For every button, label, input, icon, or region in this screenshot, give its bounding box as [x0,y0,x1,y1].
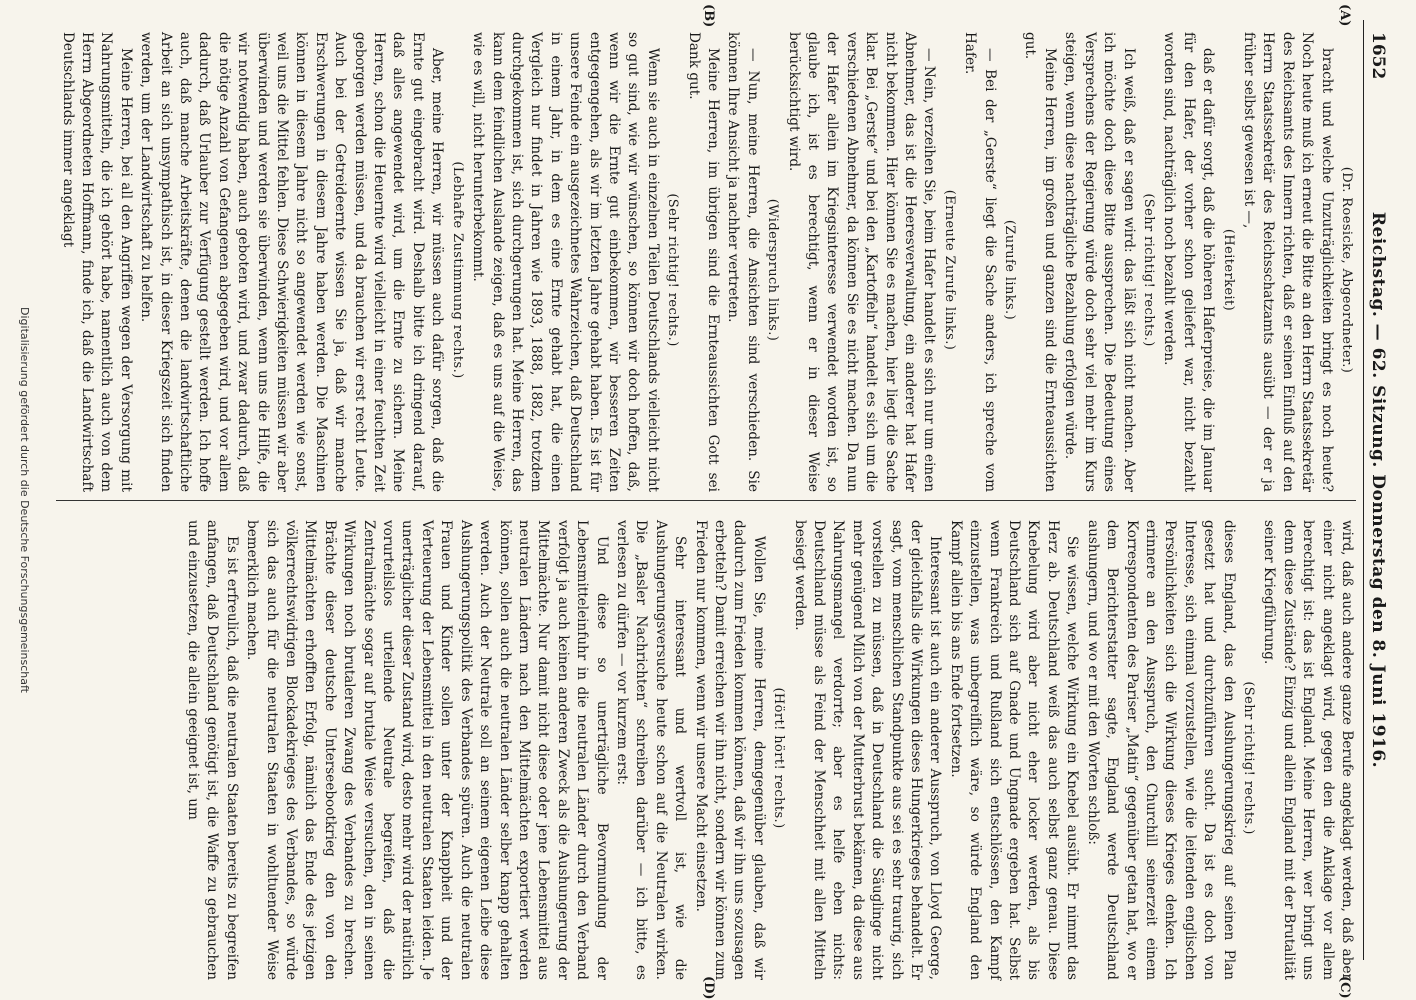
right-paragraph: wird, daß auch andere ganze Berufe angeklagt werden, daß aber einer nicht angeklagt wird, gegen den die Anklage vor allem berechtigt ist: das ist England. Meine Herren, wer bringt uns denn diese Zustände? Einzig und allein England mit der Brutalität seiner Kriegführung. [1261,520,1355,980]
left-interjection: (Heiterkeit) [1220,228,1236,312]
left-interjection: (Sehr richtig! rechts.) [665,193,681,347]
right-interjection: (Sehr richtig! rechts.) [1240,681,1256,835]
right-paragraph: Interessant ist auch ein anderer Ausspruch, von Lloyd George, der gleichfalls die Wirkungen dieses Hungerkrieges behandelt. Er sagt, vom menschlichen Standpunkte aus sei es sehr traurig, sich vorstellen zu müssen, daß in Deutschland die Säuglinge nicht mehr genügend Milch von der Mutterbrust bekämen, da diese aus Nahrungsmangel verdorrte; aber es helfe eben nichts: Deutschland müsse als Feind der Menschheit mit allen Mitteln besiegt werden. [791,520,944,980]
margin-marker-d: (D) [701,976,716,1000]
left-paragraph: Aber, meine Herren, wir müssen auch dafür sorgen, daß die Ernte gut eingebracht wird. Deshalb bitte ich dringend darauf, daß alles angewendet wird, um die Ernte zu sichern. Meine Herren, schon die Heuernte wird vielleicht in einer feuchten Zeit geborgen werden müssen, und da brauchen wir erst recht Leute. Auch bei der Getreideernte wissen Sie ja, daß wir manche Erschwerungen in diesem Jahre haben werden. Die Maschinen können in diesem Jahre nicht so angewendet werden wie sonst, weil uns die Mittel fehlen. Diese Schwierigkeiten müssen wir aber überwinden und werden sie überwinden, wenn uns die Hilfe, die wir notwendig haben, auch geboten wird, und zwar dadurch, daß die nötige Anzahl von Gefangenen abgegeben wird, und vor allem dadurch, daß Urlauber zur Verfügung gestellt werden. Ich hoffe auch, daß manche Arbeitskräfte, denen die landwirtschaftliche Arbeit an sich unsympathisch ist, in dieser Kriegszeit sich finden werden, um der Landwirtschaft zu helfen. [138,32,446,492]
left-paragraph: — Nun, meine Herren, die Ansichten sind verschieden. Sie können Ihre Ansicht ja nachher vertreten. [725,32,761,492]
margin-marker-b: (B) [701,4,716,28]
left-paragraph: Wenn sie auch in einzelnen Teilen Deutschlands vielleicht nicht so gut sind, wie wir wünschen, so können wir doch hoffen, daß, wenn wir die Ernte gut einbekommen, wir besseren Zeiten entgegengehen, als wir im letzten Jahre gehabt haben. Es ist für unsere Feinde ein ausgezeichnetes Wahrzeichen, daß Deutschland in einem Jahr, in dem es eine Ernte gehabt hat, die einen Vergleich nur findet in Jahren wie 1893, 1888, 1882, trotzdem durchgekommen ist, sich durchgerungen hat. Meine Herren, das kann dem feindlichen Auslande zeigen, daß es uns auf die Weise, wie es will, nicht herunterbekommt. [470,32,661,493]
right-paragraph: Sehr interessant und wertvoll ist, wie die Aushungerungsversuche heute schon auf die Neutralen wirken. Die „Basler Nachrichten“ schreiben darüber — ich bitte, es verlesen zu dürfen — vor kurzem erst: [613,520,689,980]
left-paragraph: Meine Herren, im großen und ganzen sind die Ernteaussichten gut. [1022,32,1058,492]
right-paragraph: Sie wissen, welche Wirkung ein Knebel ausübt. Er nimmt das Herz ab. Deutschland weiß das auch selbst ganz genau. Diese Knebelung wird aber nicht eher locker werden, als bis Deutschland sich auf Gnade und Ungnade ergeben hat. Selbst wenn Frankreich und Rußland sich entschlössen, den Kampf einzustellen, was unbegreiflich wäre, so würde England den Kampf allein bis ans Ende fortsetzen. [947,520,1081,980]
left-paragraph: Meine Herren, im übrigen sind die Ernteaussichten Gott sei Dank gut. [685,32,721,492]
right-paragraph: Wollen Sie, meine Herren, demgegenüber glauben, daß wir dadurch zum Frieden kommen können, daß wir ihn uns sozusagen erbetteln? Damit erreichen wir ihn nicht, sondern wir können zum Frieden nur kommen, wenn wir unsere Macht einsetzen. [692,520,767,980]
left-interjection: (Lebhafte Zustimmung rechts.) [449,161,465,379]
left-interjection: (Zurufe links.) [1002,219,1018,321]
column-divider [56,500,1356,501]
left-interjection: (Sehr richtig! rechts.) [1140,193,1156,347]
left-paragraph: daß er dafür sorgt, daß die höheren Haferpreise, die im Januar für den Hafer, der vorher schon geliefert war, nicht bezahlt worden sind, nachträglich noch bezahlt werden. [1161,32,1217,492]
right-paragraph: Und diese so unerträgliche Bevormundung der Lebensmitteleinfuhr in die neutralen Länder durch den Verband verfolgt ja auch keinen anderen Zweck als die Aushungerung der Mittelmächte. Nur damit nicht diese oder jene Lebensmittel aus neutralen Ländern nach den Mittelmächten exportiert werden können, sollen auch die neutralen Länder selber knapp gehalten werden. Auch der Neutrale soll an seinem eigenen Leibe diese Aushungerungspolitik des Verbandes spüren. Auch die neutralen Frauen und Kinder sollen unter der Knappheit und der Verteuerung der Lebensmittel in den neutralen Staaten leiden. Je unerträglicher dieser Zustand wird, desto mehr wird der natürlich vorurteilslos urteilende Neutrale begreifen, daß die Zentralmächte sogar auf brutale Weise versuchen, den in seinen Wirkungen noch brutaleren Zwang des Verbandes zu brechen. Brächte dieser deutsche Unterseebootkrieg den von den Mittelmächten erhofften Erfolg, nämlich das Ende des jetzigen völkerrechtswidrigen Blockadekrieges des Verbandes, so würde sich das auch für die neutralen Staaten in wohltuender Weise bemerklich machen. [244,520,610,980]
left-paragraph: — Nein, verzeihen Sie, beim Hafer handelt es sich nur um einen Abnehmer, das ist die Heeresverwaltung, ein anderer hat Hafer nicht bekommen. Hier können Sie es machen, hier liegt die Sache klar. Bei „Gerste“ und bei den „Kartoffeln“ handelt es sich um die verschiedenen Abnehmer, da können Sie es nicht machen. Da nun der Hafer allein im Kriegsinteresse verwendet worden ist, so glaube ich, ist es berechtigt, wenn er in dieser Weise berücksichtigt wird. [785,32,938,492]
left-paragraph: Meine Herren, bei all den Angriffen wegen der Versorgung mit Nahrungsmitteln, die ich gehört habe, namentlich auch von dem Herrn Abgeordneten Hoffmann, finde ich, daß die Landwirtschaft Deutschlands immer angeklagt [59,32,134,492]
right-paragraph: Es ist erfreulich, daß die neutralen Staaten bereits zu begreifen anfangen, daß Deutschland genötigt ist, die Waffe zu gebrauchen und einzusetzen, die allein geeignet ist, um [185,520,240,980]
margin-marker-a: (A) [1337,4,1352,27]
margin-marker-c: (C) [1337,976,1352,999]
left-interjection: (Erneute Zurufe links.) [941,189,957,351]
left-interjection: (Widerspruch links.) [765,198,781,342]
left-paragraph: bracht und welche Unzuträglichkeiten bringt es noch heute? Noch heute muß ich erneut die Bitte an den Herrn Staatssekretär des Reichsamts des Innern richten, daß er seinen Einfluß auf den Herrn Staatssekretär des Reichsschatzamts ausübt — der er ja früher selbst gewesen ist —, [1240,32,1335,492]
left-paragraph: Ich weiß, daß er sagen wird: das läßt sich nicht machen. Aber ich möchte doch diese Bitte aussprechen. Die Bedeutung eines Versprechens der Regierung würde doch sehr viel mehr im Kurs steigen, wenn diese nachträgliche Bezahlung erfolgen würde. [1062,32,1137,492]
page-number: 1652 [1368,32,1388,80]
page-header [1363,20,1390,960]
right-interjection: (Hört! hört! rechts.) [771,687,787,829]
page-title: Reichstag. — 62. Sitzung. Donnerstag den 8. Juni 1916. [1368,211,1388,769]
right-paragraph: dieses England, das den Aushungerungskrieg auf seinen Plan gesetzt hat und durchzuführen sucht. Da ist es doch von Interesse, sich einmal vorzustellen, wie die leitenden englischen Persönlichkeiten sich die Wirkung dieses Krieges denken. Ich erinnere an den Ausspruch, den Churchill seinerzeit einem Korrespondenten des Pariser „Matin“ gegenüber getan hat, wo er dem Berichterstatter sagte, England werde Deutschland aushungern, und wo er mit den Worten schloß: [1084,520,1237,980]
left-column [56,32,1356,492]
right-column [182,520,1356,980]
footer-note: Digitalisierung gefördert durch die Deutsche Forschungsgemeinschaft [18,307,31,693]
left-speaker-label: (Dr. Roesicke, Abgeordneter.) [1339,166,1354,374]
left-paragraph: — Bei der „Gerste“ liegt die Sache anders, ich spreche vom Hafer. [962,32,998,492]
